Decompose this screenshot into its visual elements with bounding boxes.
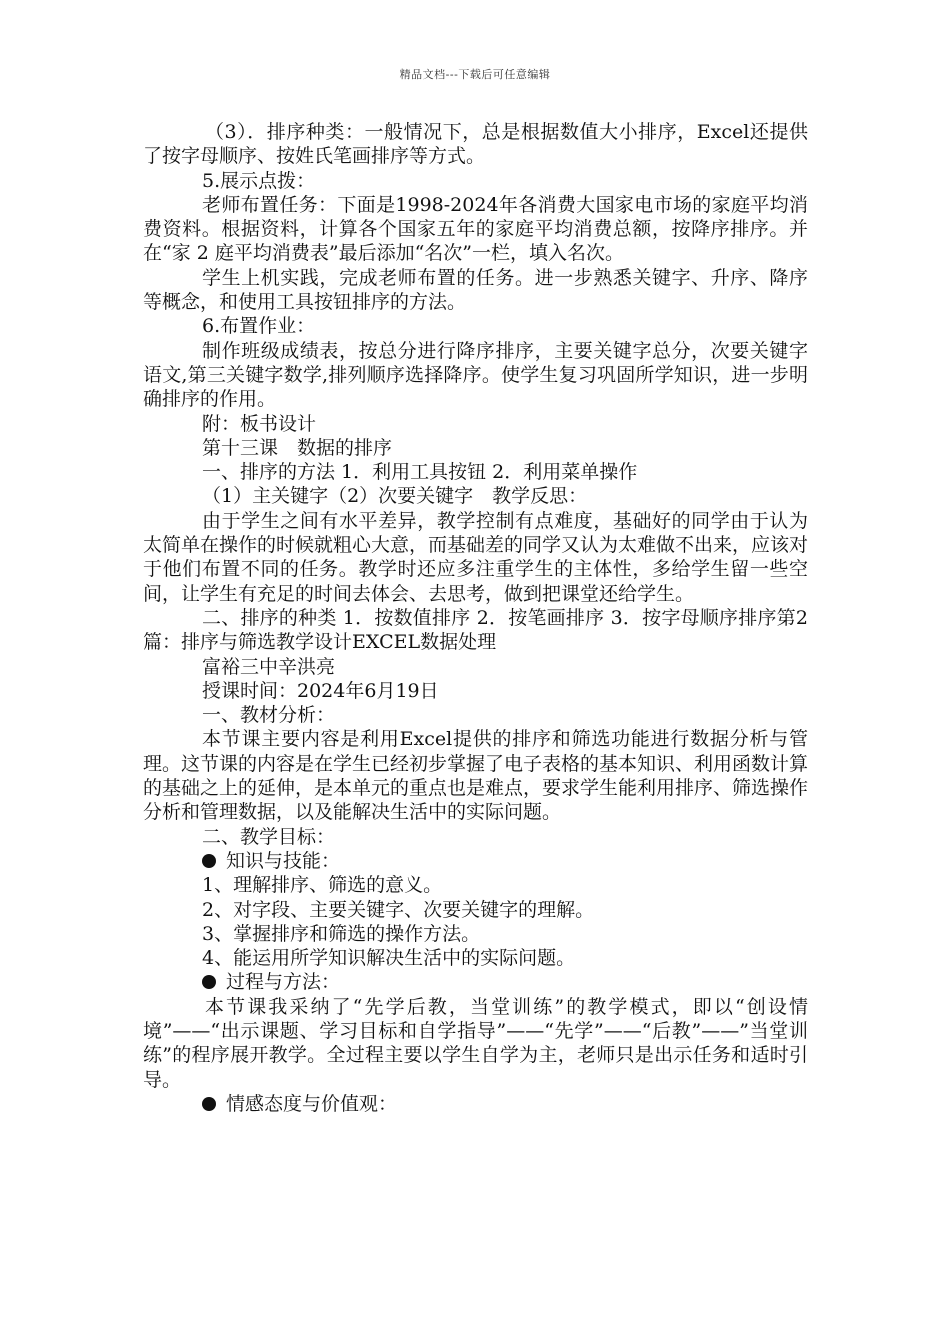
paragraph-keys-reflection: （1）主关键字（2）次要关键字 教学反思： xyxy=(202,485,588,508)
paragraph-teaching-mode: 本节课我采纳了“先学后教，当堂训练”的教学模式，即以“创设情境”——“出示课题、学习目标和自学指导”——“先学”——“后教”——”当堂训练”的程序展开教学。全过程主要以学生自学为主，老师只是出示任务和适时引导。 xyxy=(143,995,808,1091)
paragraph-reflection: 由于学生之间有水平差异，教学控制有点难度，基础好的同学由于认为太简单在操作的时候就粗心大意，而基础差的同学又认为太难做不出来，应该对于他们布置不同的任务。教学时还应多注重学生的主体性，多给学生留一些空间，让学生有充足的时间去体会、去思考，做到把课堂还给学生。 xyxy=(143,509,809,605)
paragraph-knowledge-skills xyxy=(143,849,808,873)
paragraph-material-analysis: 本节课主要内容是利用Excel提供的排序和筛选功能进行数据分析与管理。这节课的内容是在学生已经初步掌握了电子表格的基本知识、利用函数计算的基础之上的延伸，是本单元的重点也是难点，要求学生能利用排序、筛选操作分析和管理数据，以及能解决生活中的实际问题。 xyxy=(143,728,809,824)
bullet-icon xyxy=(202,1097,216,1111)
paragraph-emotion-values xyxy=(143,1092,808,1116)
paragraph-sort-types: （3）．排序种类：一般情况下，总是根据数值大小排序，Excel还提供了按字母顺序、按姓氏笔画排序等方式。 xyxy=(143,121,808,168)
paragraph-homework: 制作班级成绩表，按总分进行降序排序，主要关键字总分，次要关键字语文,第三关键字数学,排列顺序选择降序。使学生复习巩固所学知识，进一步明确排序的作用。 xyxy=(143,339,808,411)
bullet-label: 过程与方法： xyxy=(226,971,341,994)
paragraph-goal-2: 2、对字段、主要关键字、次要关键字的理解。 xyxy=(202,898,595,921)
paragraph-goal-4: 4、能运用所学知识解决生活中的实际问题。 xyxy=(202,947,576,970)
paragraph-author: 富裕三中辛洪亮 xyxy=(202,655,336,678)
page-header: 精品文档---下载后可任意编辑 xyxy=(399,68,551,81)
bullet-icon xyxy=(202,975,216,989)
paragraph-heading-homework: 6.布置作业： xyxy=(202,315,316,338)
paragraph-heading-goals: 二、教学目标： xyxy=(202,825,336,848)
paragraph-sort-methods: 一、排序的方法 1．利用工具按钮 2．利用菜单操作 xyxy=(202,461,638,484)
bullet-label: 知识与技能： xyxy=(226,849,341,872)
paragraph-goal-1: 1、理解排序、筛选的意义。 xyxy=(202,874,443,897)
paragraph-heading-material: 一、教材分析： xyxy=(202,704,336,727)
paragraph-goal-3: 3、掌握排序和筛选的操作方法。 xyxy=(202,922,481,945)
bullet-icon xyxy=(202,854,216,868)
paragraph-heading-show: 5.展示点拨： xyxy=(202,169,316,192)
paragraph-teacher-task: 老师布置任务：下面是1998-2024年各消费大国家电市场的家庭平均消费资料。根据资料，计算各个国家五年的家庭平均消费总额，按降序排序。并在“家 2 庭平均消费表”最后添加“名次”一栏，填入名次。 xyxy=(143,193,808,265)
paragraph-lesson-title: 第十三课 数据的排序 xyxy=(202,436,393,459)
paragraph-process-method xyxy=(143,970,808,994)
bullet-label: 情感态度与价值观： xyxy=(226,1092,398,1115)
paragraph-board-design: 附：板书设计 xyxy=(202,412,317,435)
paragraph-lesson-date: 授课时间：2024年6月19日 xyxy=(202,679,439,702)
paragraph-sort-kinds: 二、排序的种类 1．按数值排序 2．按笔画排序 3．按字母顺序排序第2篇：排序与筛选教学设计EXCEL数据处理 xyxy=(143,606,808,654)
paragraph-student-practice: 学生上机实践，完成老师布置的任务。进一步熟悉关键字、升序、降序等概念，和使用工具按钮排序的方法。 xyxy=(143,266,808,314)
document-body xyxy=(143,120,808,1116)
